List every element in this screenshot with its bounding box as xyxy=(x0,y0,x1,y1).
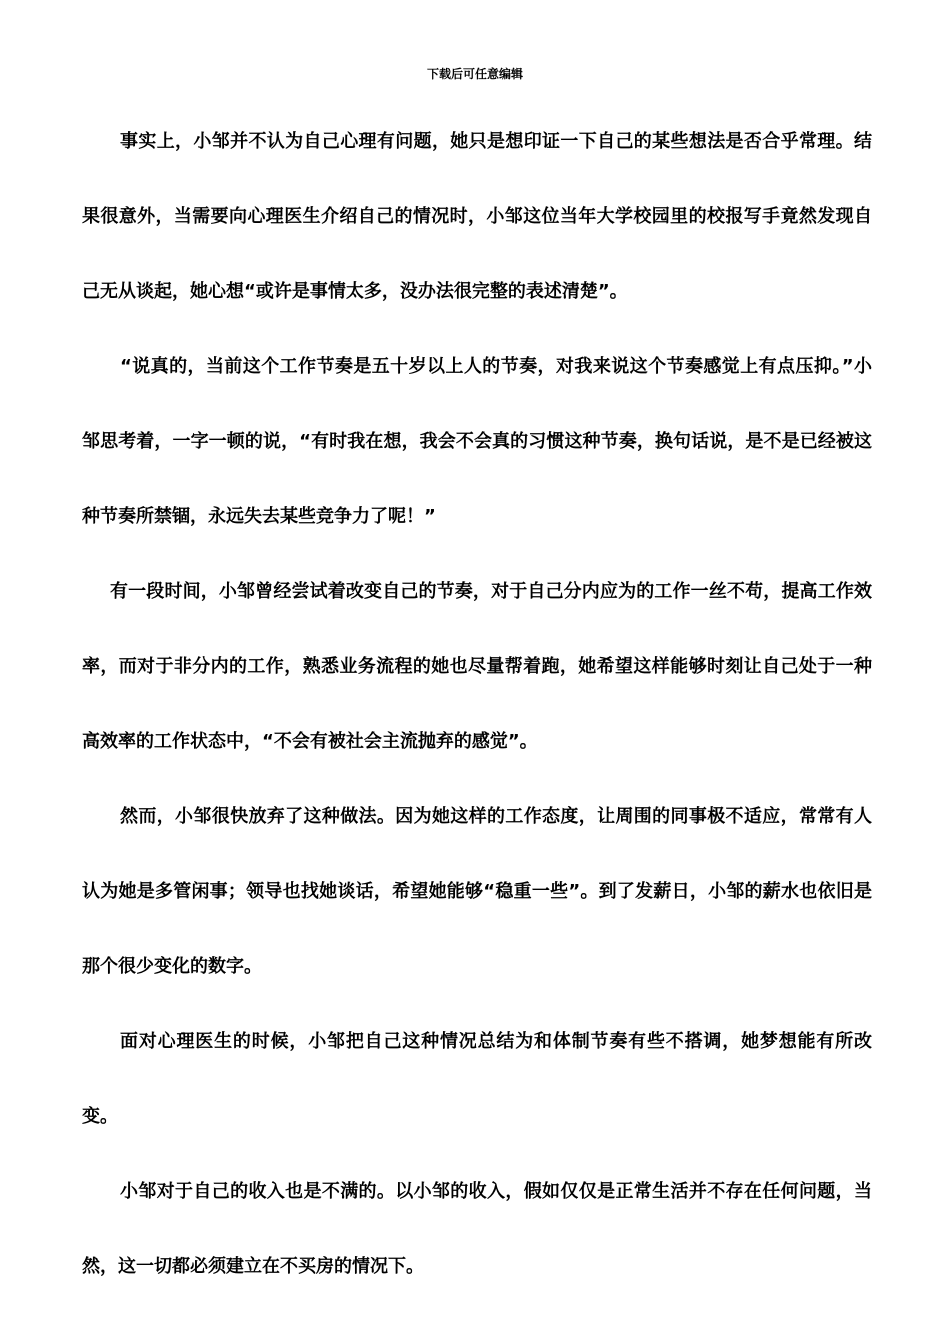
paragraph-5: 面对心理医生的时候，小邹把自己这种情况总结为和体制节奏有些不搭调，她梦想能有所改变。 xyxy=(82,1031,872,1127)
paragraph-3: 有一段时间，小邹曾经尝试着改变自己的节奏，对于自己分内应为的工作一丝不苟，提高工作效率，而对于非分内的工作，熟悉业务流程的她也尽量帮着跑，她希望这样能够时刻让自己处于一种高效率的工作状态中，“不会有被社会主流抛弃的感觉”。 xyxy=(82,581,872,752)
paragraph-2: “说真的，当前这个工作节奏是五十岁以上人的节奏，对我来说这个节奏感觉上有点压抑。”小邹思考着，一字一顿的说，“有时我在想，我会不会真的习惯这种节奏，换句话说，是不是已经被这种节奏所禁锢，永远失去某些竞争力了呢！” xyxy=(82,356,872,527)
paragraph-6: 小邹对于自己的收入也是不满的。以小邹的收入，假如仅仅是正常生活并不存在任何问题，当然，这一切都必须建立在不买房的情况下。 xyxy=(82,1181,872,1277)
document-body xyxy=(82,104,872,1304)
paragraph-4: 然而，小邹很快放弃了这种做法。因为她这样的工作态度，让周围的同事极不适应，常常有人认为她是多管闲事；领导也找她谈话，希望她能够“稳重一些”。到了发薪日，小邹的薪水也依旧是那个很少变化的数字。 xyxy=(82,806,872,977)
page-header: 下载后可任意编辑 xyxy=(426,67,523,81)
paragraph-1: 事实上，小邹并不认为自己心理有问题，她只是想印证一下自己的某些想法是否合乎常理。结果很意外，当需要向心理医生介绍自己的情况时，小邹这位当年大学校园里的校报写手竟然发现自己无从谈起，她心想“或许是事情太多，没办法很完整的表述清楚”。 xyxy=(82,131,872,302)
